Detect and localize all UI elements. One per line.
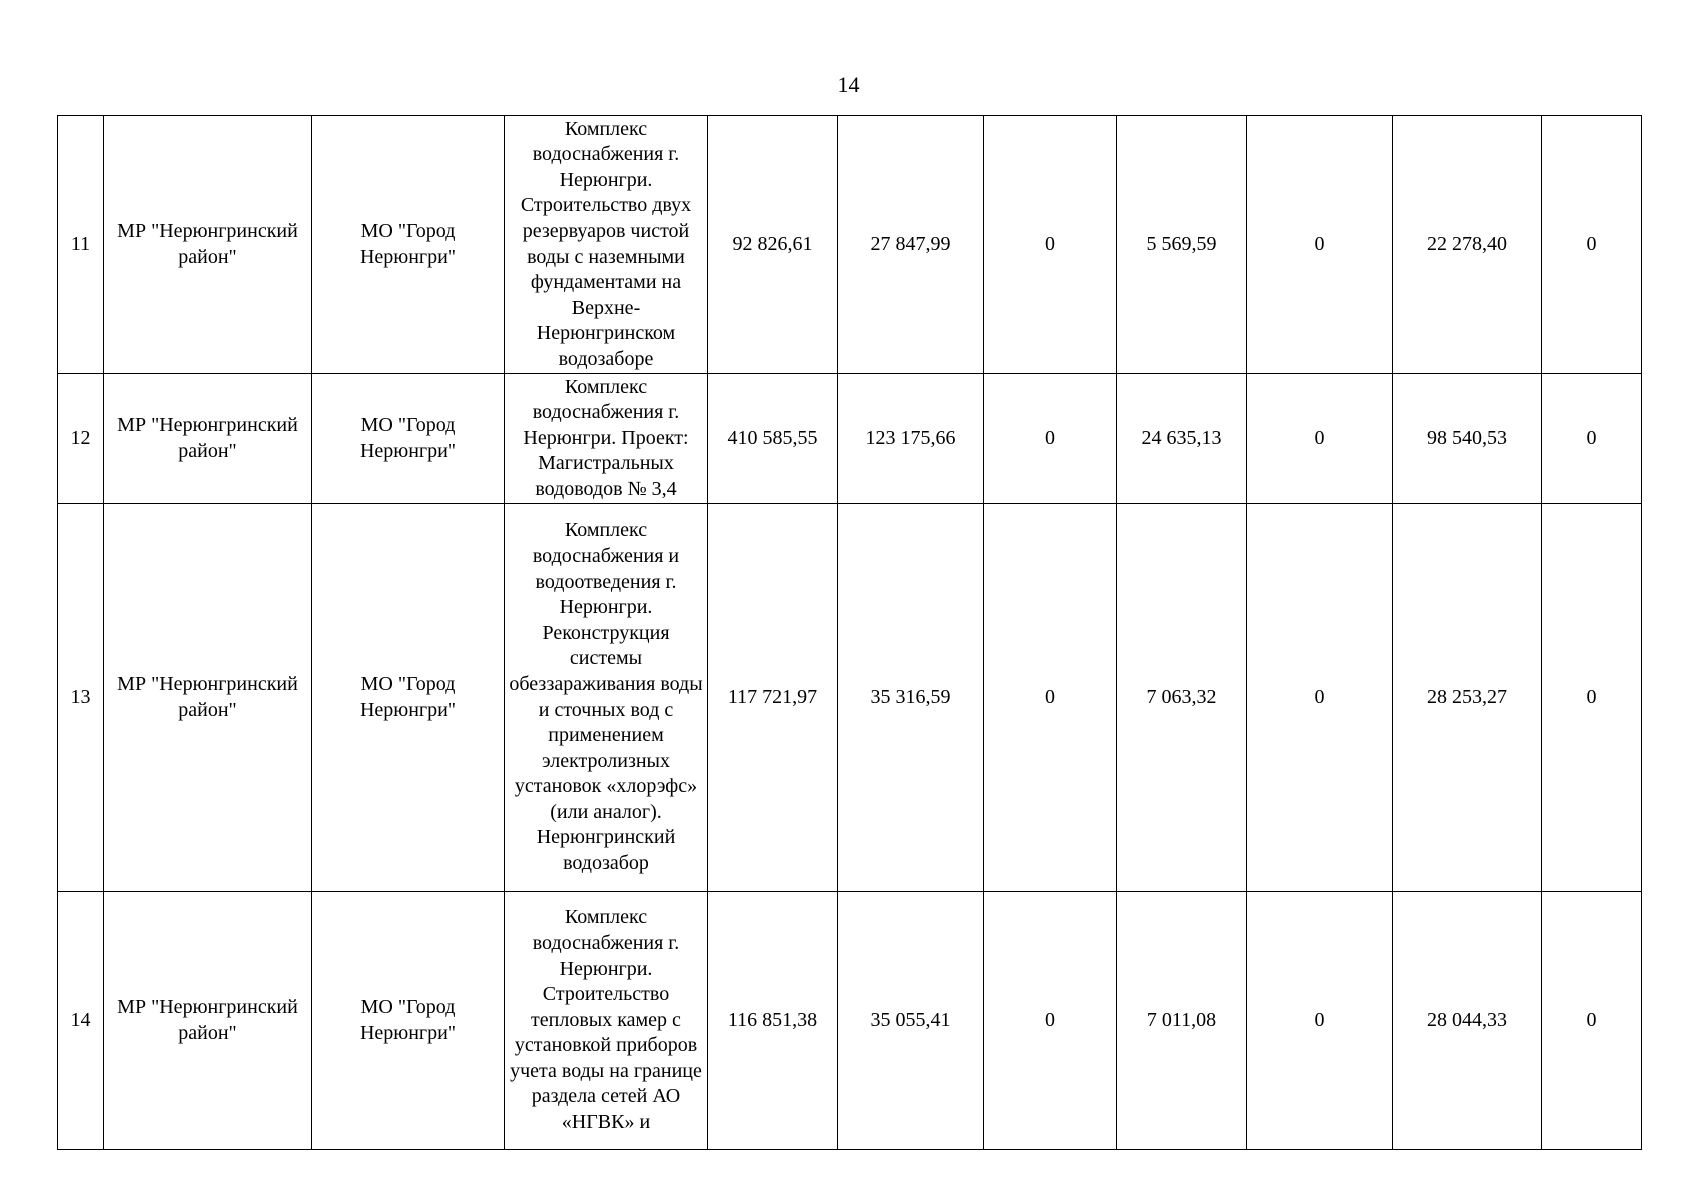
value-cell-1: 92 826,61 — [708, 116, 838, 374]
page-number: 14 — [837, 72, 860, 97]
municipality-cell: МО "Город Нерюнгри" — [312, 116, 505, 374]
municipality-cell: МО "Город Нерюнгри" — [312, 892, 505, 1150]
value-cell-2: 123 175,66 — [838, 374, 984, 504]
value-cell-6: 28 044,33 — [1393, 892, 1542, 1150]
value-cell-5: 0 — [1247, 116, 1393, 374]
table-row — [58, 116, 1642, 374]
district-cell: МР "Нерюнгринский район" — [104, 892, 312, 1150]
district-cell: МР "Нерюнгринский район" — [104, 116, 312, 374]
value-cell-5: 0 — [1247, 374, 1393, 504]
value-cell-3: 0 — [984, 504, 1117, 892]
value-cell-4: 7 011,08 — [1117, 892, 1247, 1150]
value-cell-6: 28 253,27 — [1393, 504, 1542, 892]
object-cell: Комплекс водоснабжения г. Нерюнгри. Строительство тепловых камер с установкой приборов учета воды на границе раздела сетей АО «НГВК» и — [505, 892, 708, 1150]
value-cell-3: 0 — [984, 892, 1117, 1150]
value-cell-4: 24 635,13 — [1117, 374, 1247, 504]
value-cell-7: 0 — [1542, 116, 1642, 374]
district-cell: МР "Нерюнгринский район" — [104, 374, 312, 504]
value-cell-6: 98 540,53 — [1393, 374, 1542, 504]
value-cell-7: 0 — [1542, 374, 1642, 504]
value-cell-2: 27 847,99 — [838, 116, 984, 374]
value-cell-1: 410 585,55 — [708, 374, 838, 504]
table-row — [58, 504, 1642, 892]
value-cell-2: 35 316,59 — [838, 504, 984, 892]
value-cell-1: 117 721,97 — [708, 504, 838, 892]
table-row — [58, 892, 1642, 1150]
value-cell-4: 5 569,59 — [1117, 116, 1247, 374]
value-cell-4: 7 063,32 — [1117, 504, 1247, 892]
value-cell-3: 0 — [984, 374, 1117, 504]
value-cell-5: 0 — [1247, 504, 1393, 892]
row-number: 14 — [58, 892, 104, 1150]
value-cell-6: 22 278,40 — [1393, 116, 1542, 374]
municipality-cell: МО "Город Нерюнгри" — [312, 374, 505, 504]
row-number: 13 — [58, 504, 104, 892]
value-cell-7: 0 — [1542, 892, 1642, 1150]
table-row — [58, 374, 1642, 504]
data-table — [57, 115, 1642, 1150]
municipality-cell: МО "Город Нерюнгри" — [312, 504, 505, 892]
value-cell-1: 116 851,38 — [708, 892, 838, 1150]
value-cell-5: 0 — [1247, 892, 1393, 1150]
object-cell: Комплекс водоснабжения и водоотведения г. Нерюнгри. Реконструкция системы обеззараживания воды и сточных вод с применением электролизных установок «хлорэфс» (или аналог). Нерюнгринский водозабор — [505, 504, 708, 892]
value-cell-2: 35 055,41 — [838, 892, 984, 1150]
row-number: 11 — [58, 116, 104, 374]
object-cell: Комплекс водоснабжения г. Нерюнгри. Строительство двух резервуаров чистой воды с наземными фундаментами на Верхне-Нерюнгринском водозаборе — [505, 116, 708, 374]
object-cell: Комплекс водоснабжения г. Нерюнгри. Проект: Магистральных водоводов № 3,4 — [505, 374, 708, 504]
row-number: 12 — [58, 374, 104, 504]
value-cell-7: 0 — [1542, 504, 1642, 892]
district-cell: МР "Нерюнгринский район" — [104, 504, 312, 892]
value-cell-3: 0 — [984, 116, 1117, 374]
